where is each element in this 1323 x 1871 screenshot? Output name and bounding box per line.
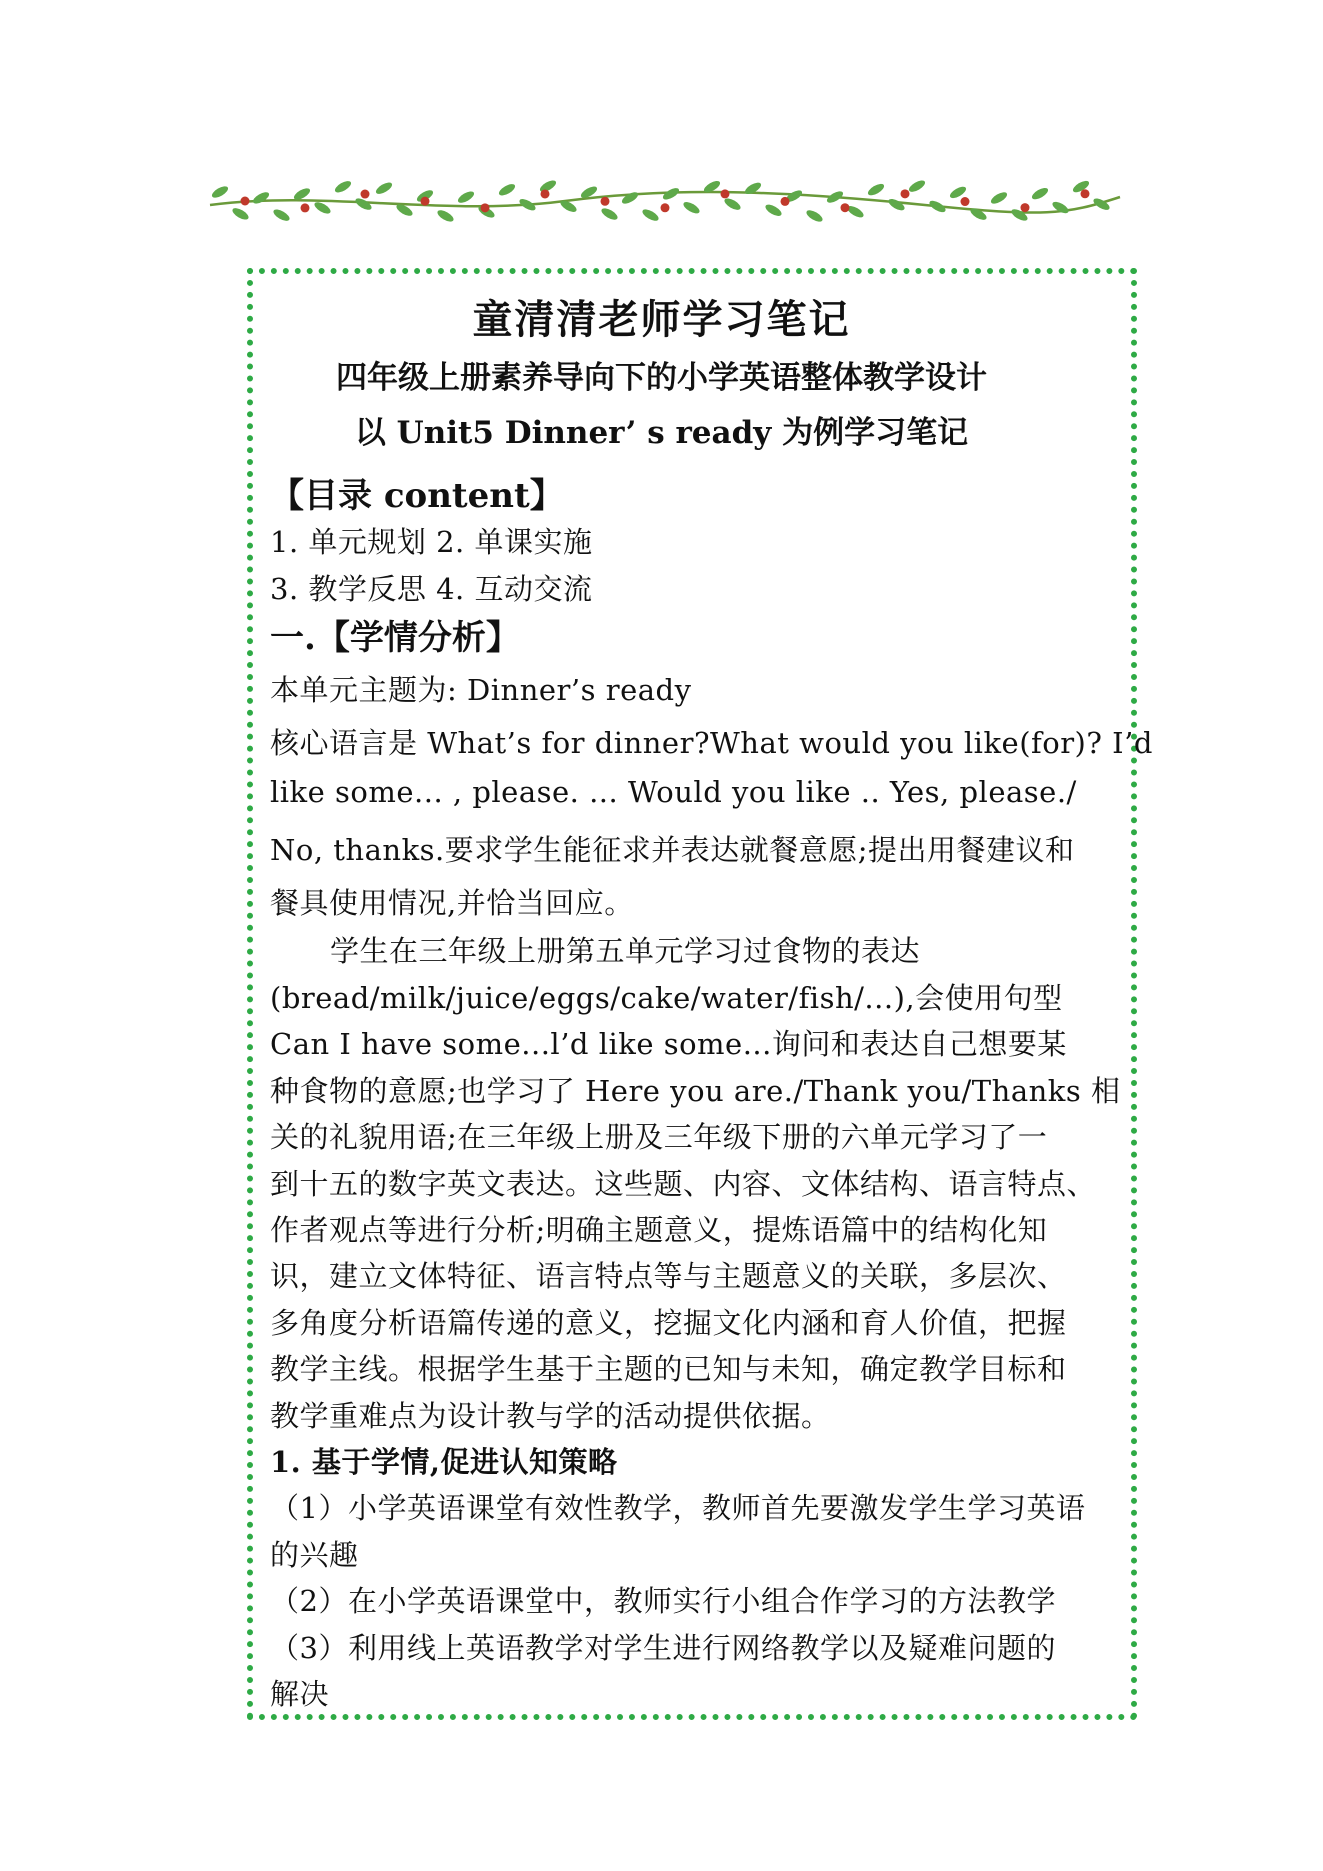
leaf-icon xyxy=(1051,200,1071,216)
leaf-icon xyxy=(272,207,292,223)
flower-icon xyxy=(601,197,610,206)
flower-icon xyxy=(661,203,670,212)
text-line: 学生在三年级上册第五单元学习过食物的表达 xyxy=(330,934,921,968)
text-line: 餐具使用情况,并恰当回应。 xyxy=(270,886,634,920)
leaf-icon xyxy=(907,178,927,194)
flower-icon xyxy=(721,189,730,198)
flower-icon xyxy=(541,189,550,198)
list-item: （3）利用线上英语教学对学生进行网络教学以及疑难问题的 xyxy=(270,1631,1056,1665)
text-line: like some... , please. ... Would you like .. Yes, please./ xyxy=(270,775,1077,809)
list-item: （2）在小学英语课堂中，教师实行小组合作学习的方法教学 xyxy=(270,1584,1056,1618)
flower-icon xyxy=(481,203,490,212)
text-line: 多角度分析语篇传递的意义，挖掘文化内涵和育人价值，把握 xyxy=(270,1306,1067,1340)
leaf-icon xyxy=(436,208,456,224)
leaf-icon xyxy=(764,202,784,218)
list-item: 的兴趣 xyxy=(270,1538,359,1572)
vine-decoration xyxy=(205,165,1125,235)
leaf-icon xyxy=(620,190,640,206)
section-heading-strategy: 1. 基于学情,促进认知策略 xyxy=(270,1445,618,1479)
flower-icon xyxy=(301,203,310,212)
toc-row: 1. 单元规划 2. 单课实施 xyxy=(270,525,593,559)
leaf-icon xyxy=(251,190,271,206)
flower-icon xyxy=(901,189,910,198)
text-line: 作者观点等进行分析;明确主题意义，提炼语篇中的结构化知 xyxy=(270,1213,1048,1247)
text-line: (bread/milk/juice/eggs/cake/water/fish/...),会使用句型 xyxy=(270,981,1063,1015)
leaf-icon xyxy=(887,197,907,213)
text-line: 关的礼貌用语;在三年级上册及三年级下册的六单元学习了一 xyxy=(270,1120,1048,1154)
page-subtitle-2: 以 Unit5 Dinner’ s ready 为例学习笔记 xyxy=(354,415,969,451)
flower-icon xyxy=(241,197,250,206)
leaf-icon xyxy=(989,190,1009,206)
leaf-icon xyxy=(456,189,476,205)
flower-icon xyxy=(781,197,790,206)
section-heading-analysis: 一.【学情分析】 xyxy=(270,618,520,658)
leaf-icon xyxy=(600,206,620,222)
page-subtitle: 四年级上册素养导向下的小学英语整体教学设计 xyxy=(336,360,987,396)
leaf-icon xyxy=(497,182,517,198)
page-title: 童清清老师学习笔记 xyxy=(472,296,851,343)
flower-icon xyxy=(841,203,850,212)
leaf-icon xyxy=(333,179,353,195)
leaf-icon xyxy=(641,207,661,223)
leaf-icon xyxy=(210,184,230,200)
leaf-icon xyxy=(374,180,394,196)
leaf-icon xyxy=(682,200,702,216)
toc-heading: 【目录 content】 xyxy=(270,476,564,516)
text-line: 核心语言是 What’s for dinner?What would you like(for)? I’d xyxy=(270,726,1153,760)
flower-icon xyxy=(361,190,370,199)
toc-row: 3. 教学反思 4. 互动交流 xyxy=(270,572,593,606)
list-item: 解决 xyxy=(270,1677,330,1711)
list-item: （1）小学英语课堂有效性教学，教师首先要激发学生学习英语 xyxy=(270,1491,1086,1525)
flower-icon xyxy=(1021,203,1030,212)
text-line: 本单元主题为: Dinner’s ready xyxy=(270,673,692,707)
leaf-icon xyxy=(866,182,886,198)
flower-icon xyxy=(961,197,970,206)
leaf-icon xyxy=(231,206,251,222)
text-line: 种食物的意愿;也学习了 Here you are./Thank you/Thanks 相 xyxy=(270,1074,1121,1108)
leaf-icon xyxy=(1030,186,1050,202)
flower-icon xyxy=(1081,189,1090,198)
text-line: 识，建立文体特征、语言特点等与主题意义的关联，多层次、 xyxy=(270,1259,1067,1293)
leaf-icon xyxy=(313,200,333,216)
flower-icon xyxy=(421,197,430,206)
text-line: 教学重难点为设计教与学的活动提供依据。 xyxy=(270,1399,831,1433)
text-line: Can I have some...l’d like some...询问和表达自己想要某 xyxy=(270,1027,1067,1061)
text-line: No, thanks.要求学生能征求并表达就餐意愿;提出用餐建议和 xyxy=(270,833,1075,867)
text-line: 教学主线。根据学生基于主题的已知与未知，确定教学目标和 xyxy=(270,1352,1067,1386)
text-line: 到十五的数字英文表达。这些题、内容、文体结构、语言特点、 xyxy=(270,1167,1097,1201)
leaf-icon xyxy=(723,196,743,212)
leaf-icon xyxy=(354,196,374,212)
leaf-icon xyxy=(805,208,825,224)
